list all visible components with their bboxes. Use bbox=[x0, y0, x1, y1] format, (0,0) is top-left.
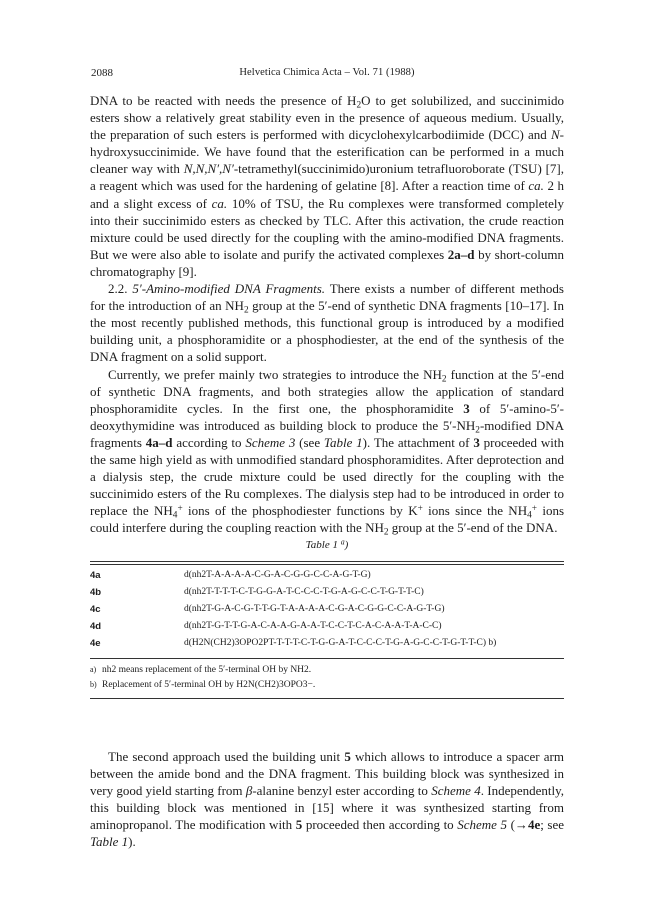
table-top-rule-2 bbox=[90, 564, 564, 565]
paragraph-section-2-2: 2.2. 5′-Amino-modified DNA Fragments. There exists a number of different methods for the introduction of an $NH_2$ group at the 5′-end of synthetic DNA fragments [10–17]. In the most recently published methods, this functional group is introduced by a modified building unit, a phosphoramidite or a phosphodiester, at the end of the synthesis of the DNA fragment on a solid support. bbox=[90, 281, 565, 365]
table-row bbox=[90, 638, 564, 655]
sequence: d(H2N(CH2)3OPO2PT-T-T-T-C-T-G-G-A-T-C-C-C-T-G-A-G-C-C-T-G-T-T-C) b) bbox=[184, 638, 497, 648]
sequence: d(nh2T-A-A-A-A-C-G-A-C-G-G-C-C-A-G-T-G) bbox=[184, 570, 371, 580]
paper-page: 2088 Helvetica Chimica Acta – Vol. 71 (1988) DNA to be reacted with needs the presence of $H_2O$ to get solubilized, and succinimido esters show a relatively great stability even in the presence of aqueous medium. Usually, the preparation of such esters is performed with dicyclohexylcarbodiimide (DCC) and N-hydroxysuccinimide. We have found that the esterification can be performed in a much cleaner way with N,N,N′,N′-tetramethyl(succinimido)uronium tetrafluoroborate (TSU) [7], a reagent which was used for the hardening of gelatine [8]. After a reaction time of ca. 2 h and a slight excess of ca. 10% of TSU, the Ru complexes were transformed completely into their succinimido esters as checked by TLC. After this activation, the crude reaction mixture could be used directly for the coupling with the amino-modified DNA fragments. But we were also able to isolate and purify the activated complexes 2a–d by short-column chromatography [9]. 2.2. 5′-Amino-modified DNA Fragments. There exists a number of different methods for the introduction of an $NH_2$ group at the 5′-end of synthetic DNA fragments [10–17]. In the most recently published methods, this functional group is introduced by a modified building unit, a phosphoramidite or a phosphodiester, at the end of the synthesis of the DNA fragment on a solid support. Currently, we prefer mainly two strategies to introduce the $NH_2$ function at the 5′-end of synthetic DNA fragments, and both strategies allow the application of standard phosphoramidite cycles. In the first one, the phosphoramidite 3 of 5′-amino-5′-deoxythymidine was introduced as building block to produce the $5'-NH_2$-modified DNA fragments 4a–d according to Scheme 3 (see Table 1). The attachment of 3 proceeded with the same high yield as with unmodified standard phosphoramidites. After deprotection and a dialysis step, the crude mixture could be used directly for the coupling with the succinimido esters of the Ru complexes. The dialysis step had to be introduced in order to replace the $NH_4^+$ ions of the phosphodiester functions by K+ ions since the $NH_4^+$ ions could interfere during the coupling reaction with the $NH_2$ group at the 5′-end of the DNA. Table 1 $^a$) 4a d(nh2T-A-A-A-A-C-G-A-C-G-G-C-C-A-G-T-G) 4b d(nh2T-T-T-T-C-T-G-G-A-T-C-C-C-T-G-A-G-C-C-T-G-T-T-C) 4c d(nh2T-G-A-C-G-T-T-G-T-A-A-A-A-C-G-A-C-G-G-C-C-A-G-T-G) 4d d(nh2T-G-T-T-G-A-C-A-A-G-A-A-T-C-C-T-C-A-C-A-A-T-A-C-C) 4e d(H2N(CH2)3OPO2PT-T-T-T-C-T-G-G-A-T-C-C-C-T-G-A-G-C-C-T-G-T-T-C) b) a) nh2 means replacement of the 5′-terminal OH by NH2. b) Replacement of 5′-terminal OH by H2N(CH2)3OPO3−. The second approach used the building unit 5 which allows to introduce a spacer arm between the amide bond and the DNA fragment. This building block was synthesized in very good yield starting from β-alanine benzyl ester according to Scheme 4. Independently, this building block was mentioned in [15] where it was synthesized starting from aminopropanol. The modification with 5 proceeded then according to Scheme 5 (→4e; see Table 1). bbox=[90, 67, 565, 850]
paragraph-strategies: Currently, we prefer mainly two strategies to introduce the $NH_2$ function at the 5′-end of synthetic DNA fragments, and both strategies allow the application of standard phosphoramidite cycles. In the first one, the phosphoramidite 3 of 5′-amino-5′-deoxythymidine was introduced as building block to produce the $5'-NH_2$-modified DNA fragments 4a–d according to Scheme 3 (see Table 1). The attachment of 3 proceeded with the same high yield as with unmodified standard phosphoramidites. After deprotection and a dialysis step, the crude mixture could be used directly for the coupling with the succinimido esters of the Ru complexes. The dialysis step had to be introduced in order to replace the $NH_4^+$ ions of the phosphodiester functions by K+ ions since the $NH_4^+$ ions could interfere during the coupling reaction with the $NH_2$ group at the 5′-end of the DNA. bbox=[90, 366, 565, 538]
journal-title: Helvetica Chimica Acta – Vol. 71 (1988) bbox=[239, 67, 415, 78]
table-mid-rule bbox=[90, 658, 564, 659]
body-text-upper bbox=[90, 92, 564, 536]
compound-id: 4b bbox=[90, 587, 102, 598]
table-row bbox=[90, 604, 564, 621]
compound-id: 4c bbox=[90, 604, 101, 615]
table-title: Table 1 $^a$) bbox=[305, 537, 349, 551]
compound-id: 4a bbox=[90, 570, 101, 581]
page-number: 2088 bbox=[91, 67, 113, 79]
compound-id: 4d bbox=[90, 621, 102, 632]
paragraph-esterification: DNA to be reacted with needs the presence of $H_2O$ to get solubilized, and succinimido esters show a relatively great stability even in the presence of aqueous medium. Usually, the preparation of such esters is performed with dicyclohexylcarbodiimide (DCC) and N-hydroxysuccinimide. We have found that the esterification can be performed in a much cleaner way with N,N,N′,N′-tetramethyl(succinimido)uronium tetrafluoroborate (TSU) [7], a reagent which was used for the hardening of gelatine [8]. After a reaction time of ca. 2 h and a slight excess of ca. 10% of TSU, the Ru complexes were transformed completely into their succinimido esters as checked by TLC. After this activation, the crude reaction mixture could be used directly for the coupling with the amino-modified DNA fragments. But we were also able to isolate and purify the activated complexes 2a–d by short-column chromatography [9]. bbox=[90, 93, 564, 279]
running-header bbox=[91, 67, 563, 83]
sequence: d(nh2T-G-A-C-G-T-T-G-T-A-A-A-A-C-G-A-C-G-G-C-C-A-G-T-G) bbox=[184, 604, 445, 614]
paragraph-second-approach: The second approach used the building unit 5 which allows to introduce a spacer arm between the amide bond and the DNA fragment. This building block was synthesized in very good yield starting from β-alanine benzyl ester according to Scheme 4. Independently, this building block was mentioned in [15] where it was synthesized starting from aminopropanol. The modification with 5 proceeded then according to Scheme 5 (→4e; see Table 1). bbox=[90, 749, 565, 850]
body-text-lower bbox=[90, 748, 564, 851]
table-bottom-rule bbox=[90, 698, 564, 699]
table-row bbox=[90, 570, 564, 587]
section-number: 2.2. bbox=[108, 281, 133, 297]
table-row bbox=[90, 621, 564, 638]
table-top-rule bbox=[90, 561, 564, 562]
compound-id: 4e bbox=[90, 638, 101, 649]
table-row bbox=[90, 587, 564, 604]
sequence: d(nh2T-T-T-T-C-T-G-G-A-T-C-C-C-T-G-A-G-C-C-T-G-T-T-C) bbox=[184, 587, 424, 597]
sequence: d(nh2T-G-T-T-G-A-C-A-A-G-A-A-T-C-C-T-C-A-C-A-A-T-A-C-C) bbox=[184, 621, 442, 631]
section-title: 5′-Amino-modified DNA Fragments. bbox=[132, 281, 326, 297]
